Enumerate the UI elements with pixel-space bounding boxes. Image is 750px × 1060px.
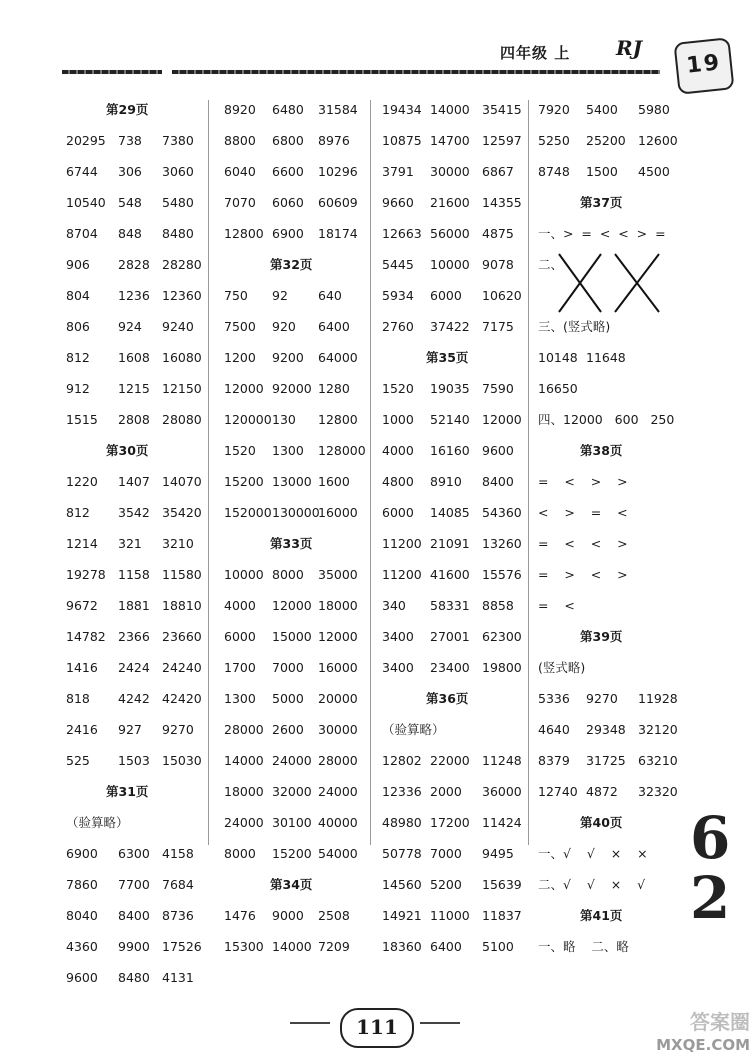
watermark-url: MXQE.COM: [656, 1036, 750, 1054]
section-title: 第31页: [106, 784, 149, 799]
answer-value: 64000: [318, 350, 358, 365]
answer-value: 812: [66, 350, 90, 365]
answer-value: 1600: [318, 474, 350, 489]
answer-value: 1215: [118, 381, 150, 396]
answer-value: 906: [66, 257, 90, 272]
answer-value: 12740: [538, 784, 578, 799]
answer-value: 28000: [318, 753, 358, 768]
answer-value: 7920: [538, 102, 570, 117]
answer-value: 8000: [272, 567, 304, 582]
answer-value: 6000: [224, 629, 256, 644]
answer-value: 6040: [224, 164, 256, 179]
answer-value: 5336: [538, 691, 570, 706]
answer-value: 36000: [482, 784, 522, 799]
section-title: 第40页: [580, 815, 623, 830]
answer-value: 14085: [430, 505, 470, 520]
answer-value: 30000: [430, 164, 470, 179]
answer-value: 18000: [318, 598, 358, 613]
answer-value: 1220: [66, 474, 98, 489]
answer-value: 1000: [382, 412, 414, 427]
answer-value: 7070: [224, 195, 256, 210]
answer-value: 37422: [430, 319, 470, 334]
answer-value: 1236: [118, 288, 150, 303]
answer-value: 52140: [430, 412, 470, 427]
answer-value: 14560: [382, 877, 422, 892]
answer-value: 28000: [224, 722, 264, 737]
answer-value: 120000: [224, 412, 272, 427]
answer-value: 21091: [430, 536, 470, 551]
answer-value: 8736: [162, 908, 194, 923]
answer-value: 130000: [272, 505, 320, 520]
page-header: [0, 0, 750, 90]
answer-value: 5980: [638, 102, 670, 117]
answer-value: 8858: [482, 598, 514, 613]
answer-value: 1503: [118, 753, 150, 768]
answer-value: 48980: [382, 815, 422, 830]
answer-value: 18810: [162, 598, 202, 613]
answer-value: 4875: [482, 226, 514, 241]
answer-value: 9672: [66, 598, 98, 613]
answer-value: 24000: [318, 784, 358, 799]
answer-value: 8379: [538, 753, 570, 768]
answer-value: 152000: [224, 505, 272, 520]
answer-text: 一、> = < < > =: [538, 226, 666, 241]
answer-value: 1608: [118, 350, 150, 365]
section-title: 第39页: [580, 629, 623, 644]
answer-value: 1200: [224, 350, 256, 365]
answer-value: 9660: [382, 195, 414, 210]
column-divider: [208, 100, 209, 845]
grade-label: 四年级 上: [500, 44, 571, 62]
answer-value: 14000: [224, 753, 264, 768]
answer-value: 12800: [318, 412, 358, 427]
answer-value: 2366: [118, 629, 150, 644]
section-title: 第29页: [106, 102, 149, 117]
answer-value: 14000: [430, 102, 470, 117]
answer-value: 2760: [382, 319, 414, 334]
answer-value: 2000: [430, 784, 462, 799]
answer-value: 7860: [66, 877, 98, 892]
answer-value: 9600: [482, 443, 514, 458]
answer-value: 12000: [318, 629, 358, 644]
answer-value: 14782: [66, 629, 106, 644]
answer-value: 23400: [430, 660, 470, 675]
answer-value: 16080: [162, 350, 202, 365]
answer-value: 7684: [162, 877, 194, 892]
section-title: 第34页: [270, 877, 313, 892]
answer-value: 25200: [586, 133, 626, 148]
answer-value: 525: [66, 753, 90, 768]
page-badge: 19: [673, 37, 734, 95]
answer-value: 35415: [482, 102, 522, 117]
answer-text: （验算略）: [66, 815, 129, 830]
answer-value: 10620: [482, 288, 522, 303]
answer-value: 12000: [482, 412, 522, 427]
answer-value: 11424: [482, 815, 522, 830]
answer-value: 15200: [272, 846, 312, 861]
answer-value: 5480: [162, 195, 194, 210]
answer-value: 1700: [224, 660, 256, 675]
answer-value: 62300: [482, 629, 522, 644]
answer-value: 10000: [430, 257, 470, 272]
answer-value: 1515: [66, 412, 98, 427]
matching-lines-diagram: [555, 252, 663, 314]
answer-value: 1416: [66, 660, 98, 675]
answer-value: 10000: [224, 567, 264, 582]
answer-value: 6744: [66, 164, 98, 179]
answer-value: 27001: [430, 629, 470, 644]
answer-value: 4872: [586, 784, 618, 799]
answer-value: 1280: [318, 381, 350, 396]
answer-value: 7000: [430, 846, 462, 861]
answer-value: 56000: [430, 226, 470, 241]
answer-value: 32320: [638, 784, 678, 799]
answer-value: 8400: [118, 908, 150, 923]
answer-value: 11837: [482, 908, 522, 923]
section-title: 第36页: [426, 691, 469, 706]
answer-text: = < > >: [538, 474, 628, 489]
answer-value: 640: [318, 288, 342, 303]
section-title: 第37页: [580, 195, 623, 210]
answer-value: 10296: [318, 164, 358, 179]
answer-value: 6800: [272, 133, 304, 148]
section-title: 第38页: [580, 443, 623, 458]
answer-text: = > < >: [538, 567, 628, 582]
answer-value: 12000: [224, 381, 264, 396]
column-divider: [528, 100, 529, 845]
answer-value: 19434: [382, 102, 422, 117]
answer-text: （验算略）: [382, 722, 445, 737]
answer-value: 17200: [430, 815, 470, 830]
answer-value: 130: [272, 412, 296, 427]
answer-value: 3400: [382, 629, 414, 644]
edition-label: RJ: [616, 36, 643, 60]
answer-text: = < < >: [538, 536, 628, 551]
answer-value: 3400: [382, 660, 414, 675]
answer-value: 18000: [224, 784, 264, 799]
answer-value: 13260: [482, 536, 522, 551]
watermark-logo: 答案圈: [690, 1010, 750, 1034]
answer-value: 11580: [162, 567, 202, 582]
answer-value: 11648: [586, 350, 626, 365]
answer-value: 1407: [118, 474, 150, 489]
answer-value: 29348: [586, 722, 626, 737]
section-title: 第41页: [580, 908, 623, 923]
answer-value: 15200: [224, 474, 264, 489]
answer-value: 6000: [430, 288, 462, 303]
answer-value: 10148: [538, 350, 578, 365]
answer-value: 14921: [382, 908, 422, 923]
answer-value: 18360: [382, 939, 422, 954]
answer-value: 9270: [586, 691, 618, 706]
answer-value: 1520: [224, 443, 256, 458]
answer-value: 4500: [638, 164, 670, 179]
answer-value: 32120: [638, 722, 678, 737]
answer-value: 11200: [382, 567, 422, 582]
answer-value: 6400: [430, 939, 462, 954]
answer-text: 二、√ √ × √: [538, 877, 646, 892]
page-number: 111: [340, 1008, 414, 1048]
answer-value: 6300: [118, 846, 150, 861]
answer-value: 12360: [162, 288, 202, 303]
answer-value: 5934: [382, 288, 414, 303]
answer-value: 8748: [538, 164, 570, 179]
answer-value: 8480: [118, 970, 150, 985]
answer-value: 750: [224, 288, 248, 303]
answer-value: 9200: [272, 350, 304, 365]
answer-value: 16000: [318, 660, 358, 675]
answer-value: 63210: [638, 753, 678, 768]
answer-value: 6867: [482, 164, 514, 179]
answer-value: 9000: [272, 908, 304, 923]
answer-value: 20000: [318, 691, 358, 706]
answer-value: 23660: [162, 629, 202, 644]
answer-value: 1300: [224, 691, 256, 706]
answer-value: 30000: [318, 722, 358, 737]
answer-value: 1158: [118, 567, 150, 582]
answer-value: 2508: [318, 908, 350, 923]
answer-value: 12000: [272, 598, 312, 613]
answer-value: 5100: [482, 939, 514, 954]
answer-value: 15030: [162, 753, 202, 768]
answer-value: 8976: [318, 133, 350, 148]
answer-value: 4158: [162, 846, 194, 861]
answer-value: 12150: [162, 381, 202, 396]
section-title: 第30页: [106, 443, 149, 458]
answer-value: 321: [118, 536, 142, 551]
answer-value: 2424: [118, 660, 150, 675]
section-title: 第32页: [270, 257, 313, 272]
answer-value: 804: [66, 288, 90, 303]
answer-value: 4640: [538, 722, 570, 737]
answer-value: 1476: [224, 908, 256, 923]
answer-value: 9495: [482, 846, 514, 861]
answer-value: 9240: [162, 319, 194, 334]
answer-value: 54360: [482, 505, 522, 520]
answer-value: 4242: [118, 691, 150, 706]
answer-value: 22000: [430, 753, 470, 768]
answer-value: 738: [118, 133, 142, 148]
answer-value: 31584: [318, 102, 358, 117]
answer-value: 35420: [162, 505, 202, 520]
answer-value: 8910: [430, 474, 462, 489]
answer-text: 一、略 二、略: [538, 939, 629, 954]
answer-value: 7175: [482, 319, 514, 334]
answer-value: 19800: [482, 660, 522, 675]
answer-value: 24000: [224, 815, 264, 830]
answer-value: 340: [382, 598, 406, 613]
answer-value: 8480: [162, 226, 194, 241]
answer-value: 1520: [382, 381, 414, 396]
answer-value: 35000: [318, 567, 358, 582]
answer-value: 3542: [118, 505, 150, 520]
answer-text: (竖式略): [538, 660, 586, 675]
answer-value: 1300: [272, 443, 304, 458]
answer-value: 60609: [318, 195, 358, 210]
answer-text: 一、√ √ × ×: [538, 846, 648, 861]
answer-value: 12336: [382, 784, 422, 799]
answer-value: 12600: [638, 133, 678, 148]
answer-value: 41600: [430, 567, 470, 582]
answer-value: 6600: [272, 164, 304, 179]
answer-value: 19278: [66, 567, 106, 582]
decorative-digits-text: 6 2: [690, 804, 731, 932]
answer-value: 7500: [224, 319, 256, 334]
header-rule-left: [62, 70, 162, 74]
answer-value: 6400: [318, 319, 350, 334]
section-title: 第33页: [270, 536, 313, 551]
answer-value: 818: [66, 691, 90, 706]
decorative-digits: [690, 804, 750, 988]
answer-value: 14000: [272, 939, 312, 954]
answer-value: 24000: [272, 753, 312, 768]
answer-value: 6000: [382, 505, 414, 520]
answer-value: 806: [66, 319, 90, 334]
answer-value: 16000: [318, 505, 358, 520]
answer-value: 16160: [430, 443, 470, 458]
answer-value: 306: [118, 164, 142, 179]
answer-value: 12800: [224, 226, 264, 241]
answer-value: 11000: [430, 908, 470, 923]
answer-value: 19035: [430, 381, 470, 396]
answer-value: 6900: [66, 846, 98, 861]
answer-value: 10540: [66, 195, 106, 210]
answer-value: 2808: [118, 412, 150, 427]
answer-value: 11248: [482, 753, 522, 768]
answer-value: 15576: [482, 567, 522, 582]
answer-value: 20295: [66, 133, 106, 148]
answer-value: 927: [118, 722, 142, 737]
answer-value: 8040: [66, 908, 98, 923]
answer-value: 8000: [224, 846, 256, 861]
answer-value: 14070: [162, 474, 202, 489]
answer-value: 9900: [118, 939, 150, 954]
answer-text: 二、: [538, 257, 564, 272]
answer-value: 1881: [118, 598, 150, 613]
answer-value: 15000: [272, 629, 312, 644]
answer-value: 24240: [162, 660, 202, 675]
answer-value: 14355: [482, 195, 522, 210]
answer-value: 8400: [482, 474, 514, 489]
answer-value: 21600: [430, 195, 470, 210]
answer-value: 1500: [586, 164, 618, 179]
answer-value: 912: [66, 381, 90, 396]
answer-value: 5250: [538, 133, 570, 148]
answer-text: 三、(竖式略): [538, 319, 611, 334]
answer-value: 9600: [66, 970, 98, 985]
answer-value: 3791: [382, 164, 414, 179]
answer-value: 31725: [586, 753, 626, 768]
answer-value: 8920: [224, 102, 256, 117]
answer-value: 54000: [318, 846, 358, 861]
answer-value: 10875: [382, 133, 422, 148]
answer-value: 8800: [224, 133, 256, 148]
answer-value: 7700: [118, 877, 150, 892]
answer-value: 3210: [162, 536, 194, 551]
answer-value: 42420: [162, 691, 202, 706]
answer-value: 5400: [586, 102, 618, 117]
answer-value: 7590: [482, 381, 514, 396]
answer-value: 8704: [66, 226, 98, 241]
answer-value: 14700: [430, 133, 470, 148]
answer-value: 15639: [482, 877, 522, 892]
answer-value: 7209: [318, 939, 350, 954]
answer-value: 50778: [382, 846, 422, 861]
answer-value: 4360: [66, 939, 98, 954]
answer-value: 812: [66, 505, 90, 520]
answer-value: 12597: [482, 133, 522, 148]
answer-value: 7380: [162, 133, 194, 148]
answer-value: 548: [118, 195, 142, 210]
answer-value: 5445: [382, 257, 414, 272]
answer-value: 2828: [118, 257, 150, 272]
answer-value: 128000: [318, 443, 366, 458]
answer-value: 11928: [638, 691, 678, 706]
answer-value: 92000: [272, 381, 312, 396]
answer-value: 15300: [224, 939, 264, 954]
answer-value: 11200: [382, 536, 422, 551]
answer-value: 18174: [318, 226, 358, 241]
answer-value: 2416: [66, 722, 98, 737]
column-divider: [370, 100, 371, 845]
section-title: 第35页: [426, 350, 469, 365]
answer-value: 4000: [224, 598, 256, 613]
answer-value: 58331: [430, 598, 470, 613]
answer-value: 12663: [382, 226, 422, 241]
answer-text: < > = <: [538, 505, 628, 520]
answer-value: 4131: [162, 970, 194, 985]
answer-value: 848: [118, 226, 142, 241]
answer-value: 6060: [272, 195, 304, 210]
answer-value: 1214: [66, 536, 98, 551]
answer-value: 32000: [272, 784, 312, 799]
footer-ornament-left: [290, 1022, 330, 1032]
answer-value: 6480: [272, 102, 304, 117]
answer-value: 28080: [162, 412, 202, 427]
answer-value: 28280: [162, 257, 202, 272]
answer-value: 30100: [272, 815, 312, 830]
answer-text: = <: [538, 598, 575, 613]
footer-ornament-right: [420, 1022, 460, 1032]
answer-value: 13000: [272, 474, 312, 489]
answer-value: 5000: [272, 691, 304, 706]
answer-value: 12802: [382, 753, 422, 768]
answer-value: 920: [272, 319, 296, 334]
answer-value: 4000: [382, 443, 414, 458]
answer-value: 92: [272, 288, 288, 303]
answer-value: 5200: [430, 877, 462, 892]
answer-value: 9270: [162, 722, 194, 737]
answer-value: 9078: [482, 257, 514, 272]
answer-text: 四、12000 600 250: [538, 412, 675, 427]
answer-value: 6900: [272, 226, 304, 241]
header-rule-right: [172, 70, 660, 74]
answer-value: 2600: [272, 722, 304, 737]
answer-text: 16650: [538, 381, 578, 396]
answer-value: 3060: [162, 164, 194, 179]
answer-value: 4800: [382, 474, 414, 489]
answer-value: 17526: [162, 939, 202, 954]
answer-value: 7000: [272, 660, 304, 675]
answer-value: 924: [118, 319, 142, 334]
answer-value: 40000: [318, 815, 358, 830]
